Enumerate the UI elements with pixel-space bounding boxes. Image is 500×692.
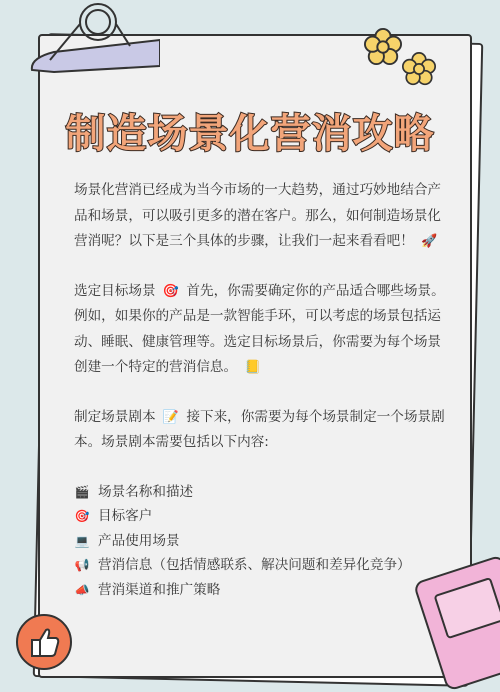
target-icon: 🎯 xyxy=(162,283,180,299)
intro-text: 场景化营消已经成为当今市场的一大趋势，通过巧妙地结合产品和场景，可以吸引更多的潜在客户。那么，如何制造场景化营消呢？以下是三个具体的步骤，让我们一起来看看吧！ xyxy=(74,182,442,249)
list-item: 📢 营消信息（包括情感联系、解决问题和差异化竞争） xyxy=(74,553,446,578)
list-item: 💻 产品使用场景 xyxy=(74,529,446,554)
step2-heading: 制定场景剧本 xyxy=(74,408,156,425)
step1-heading: 选定目标场景 xyxy=(74,282,156,299)
flower-icon xyxy=(364,28,402,66)
phone-screen xyxy=(433,577,500,639)
rocket-icon: 🚀 xyxy=(421,234,438,249)
list-item: 📣 营消渠道和推广策略 xyxy=(74,578,446,603)
list-item: 🎯 目标客户 xyxy=(74,504,446,529)
step2-text: 接下来，你需要为每个场景制定一个场景剧本。场景剧本需要包括以下内容: xyxy=(74,408,445,450)
article-body xyxy=(74,178,446,602)
memo-icon: 📝 xyxy=(162,409,180,425)
script-content-list xyxy=(74,480,446,603)
laptop-icon: 💻 xyxy=(74,533,90,548)
target-icon: 🎯 xyxy=(74,509,90,523)
clapper-icon: 🎬 xyxy=(74,484,90,499)
step1-paragraph xyxy=(74,279,446,381)
step2-paragraph xyxy=(74,405,446,456)
note-icon: 📒 xyxy=(244,360,261,375)
megaphone-icon: 📣 xyxy=(74,582,90,597)
binder-clip-icon xyxy=(10,0,160,80)
list-item: 🎬 场景名称和描述 xyxy=(74,480,446,505)
page-title: 制造场景化营消攻略 xyxy=(65,111,435,157)
flower-icon xyxy=(402,52,436,86)
megaphone-icon: 📢 xyxy=(74,558,90,572)
step1-text: 首先，你需要确定你的产品适合哪些场景。例如，如果你的产品是一款智能手环，可以考虑的场景包括运动、睡眠、健康管理等。选定目标场景后，你需要为每个场景创建一个特定的营消信息。 xyxy=(74,282,445,375)
intro-paragraph xyxy=(74,178,446,255)
thumbs-up-icon xyxy=(16,614,72,670)
